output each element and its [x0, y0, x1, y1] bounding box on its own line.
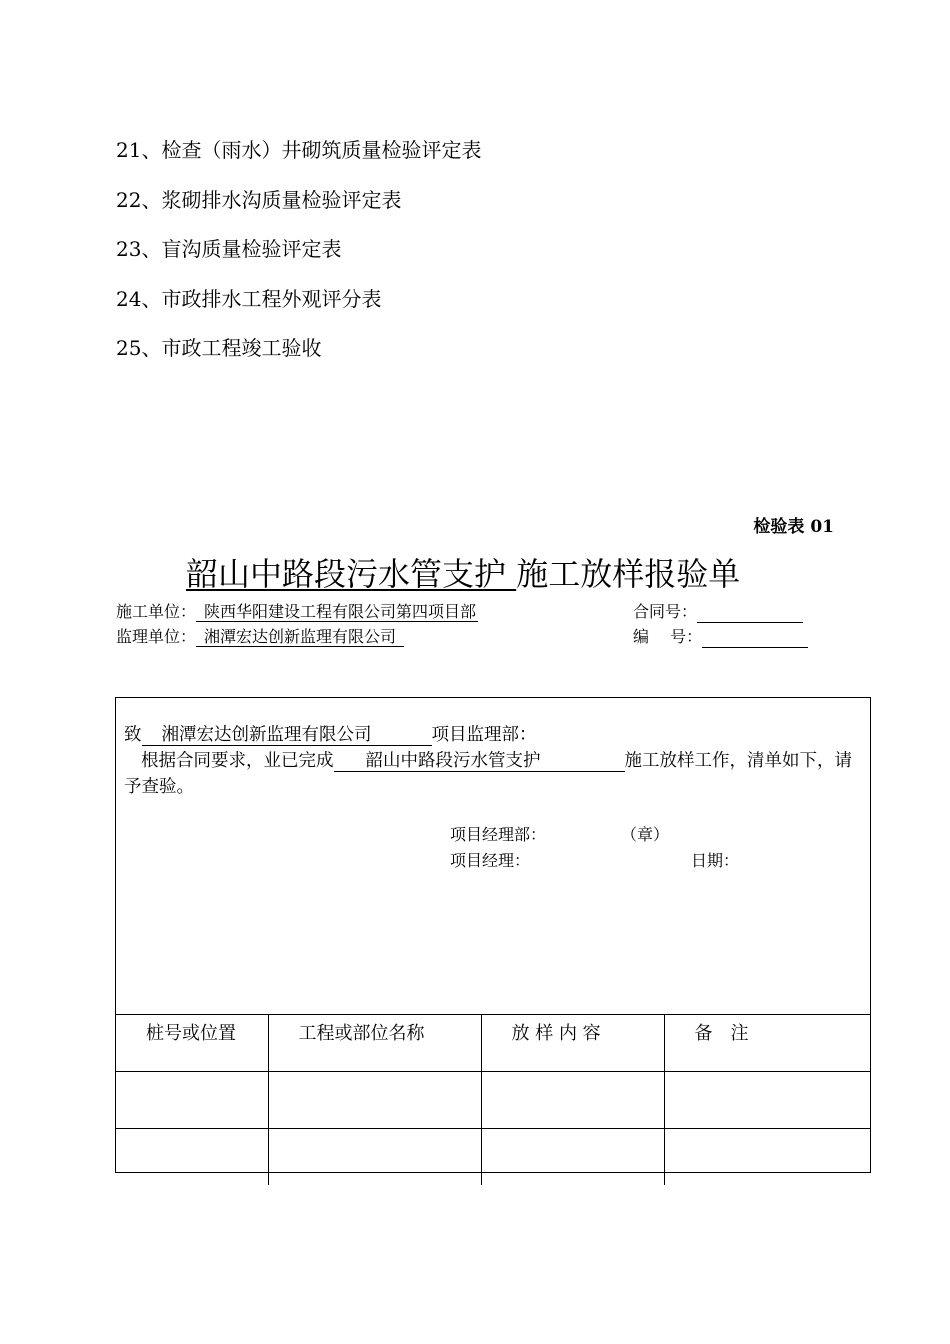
table-header-work-name: 工程或部位名称: [268, 1015, 481, 1072]
table-cell[interactable]: [268, 1129, 481, 1186]
list-item: 21、检查（雨水）井砌筑质量检验评定表: [116, 138, 482, 162]
letter-body-prefix: 根据合同要求，业已完成: [141, 751, 334, 771]
layout-items-table: [116, 1014, 870, 1185]
contract-no-row: [633, 601, 803, 623]
form-code: 检验表 01: [753, 517, 834, 537]
serial-no-blank: [702, 631, 808, 648]
contractor-row: [116, 601, 478, 623]
letter-addressee: [124, 722, 864, 748]
table-cell[interactable]: [481, 1129, 664, 1186]
table-row: [116, 1072, 870, 1129]
contractor-label: 施工单位：: [116, 602, 197, 621]
form-title-project: 韶山中路段污水管支护: [186, 555, 517, 593]
letter-body: [124, 748, 864, 800]
table-cell[interactable]: [664, 1072, 870, 1129]
request-letter: [124, 722, 864, 800]
letter-to-suffix: 项目监理部：: [431, 725, 537, 745]
letter-body-suffix: 施工放样工作，清单如下，请予查验。: [124, 751, 852, 797]
table-cell[interactable]: [116, 1072, 268, 1129]
table-header-row: [116, 1015, 870, 1072]
pm-label: 项目经理：: [450, 851, 531, 870]
supervisor-value: 湘潭宏达创新监理有限公司: [196, 628, 404, 647]
form-title-type: 施工放样报验单: [516, 555, 741, 593]
table-header-layout-content: 放 样 内 容: [481, 1015, 664, 1072]
serial-no-label: 编 号：: [633, 627, 703, 646]
pm-dept-label: 项目经理部：: [450, 825, 547, 844]
contract-no-blank: [697, 606, 803, 623]
letter-body-value: 韶山中路段污水管支护: [334, 751, 625, 772]
table-cell[interactable]: [116, 1129, 268, 1186]
supervisor-row: [116, 626, 404, 648]
list-item: 24、市政排水工程外观评分表: [116, 286, 382, 311]
contract-no-label: 合同号：: [633, 602, 698, 621]
reference-form-list: [116, 136, 481, 384]
table-row: [116, 1129, 870, 1186]
serial-no-row: [633, 626, 808, 648]
table-header-location: 桩号或位置: [116, 1015, 268, 1072]
list-item: 25、市政工程竣工验收: [116, 336, 322, 361]
table-cell[interactable]: [664, 1129, 870, 1186]
form-title: [186, 552, 740, 596]
list-item: 22、浆砌排水沟质量检验评定表: [116, 187, 402, 212]
contractor-value: 陕西华阳建设工程有限公司第四项目部: [196, 603, 478, 622]
table-cell[interactable]: [481, 1072, 664, 1129]
inspection-form-box: [115, 697, 871, 1173]
seal-label: （章）: [621, 825, 670, 844]
date-label: 日期：: [691, 851, 740, 870]
letter-to-value: 湘潭宏达创新监理有限公司: [142, 725, 432, 746]
letter-to-prefix: 致: [124, 725, 142, 745]
table-header-remarks: 备 注: [664, 1015, 870, 1072]
list-item: 23、盲沟质量检验评定表: [116, 237, 342, 262]
table-cell[interactable]: [268, 1072, 481, 1129]
supervisor-label: 监理单位：: [116, 627, 197, 646]
